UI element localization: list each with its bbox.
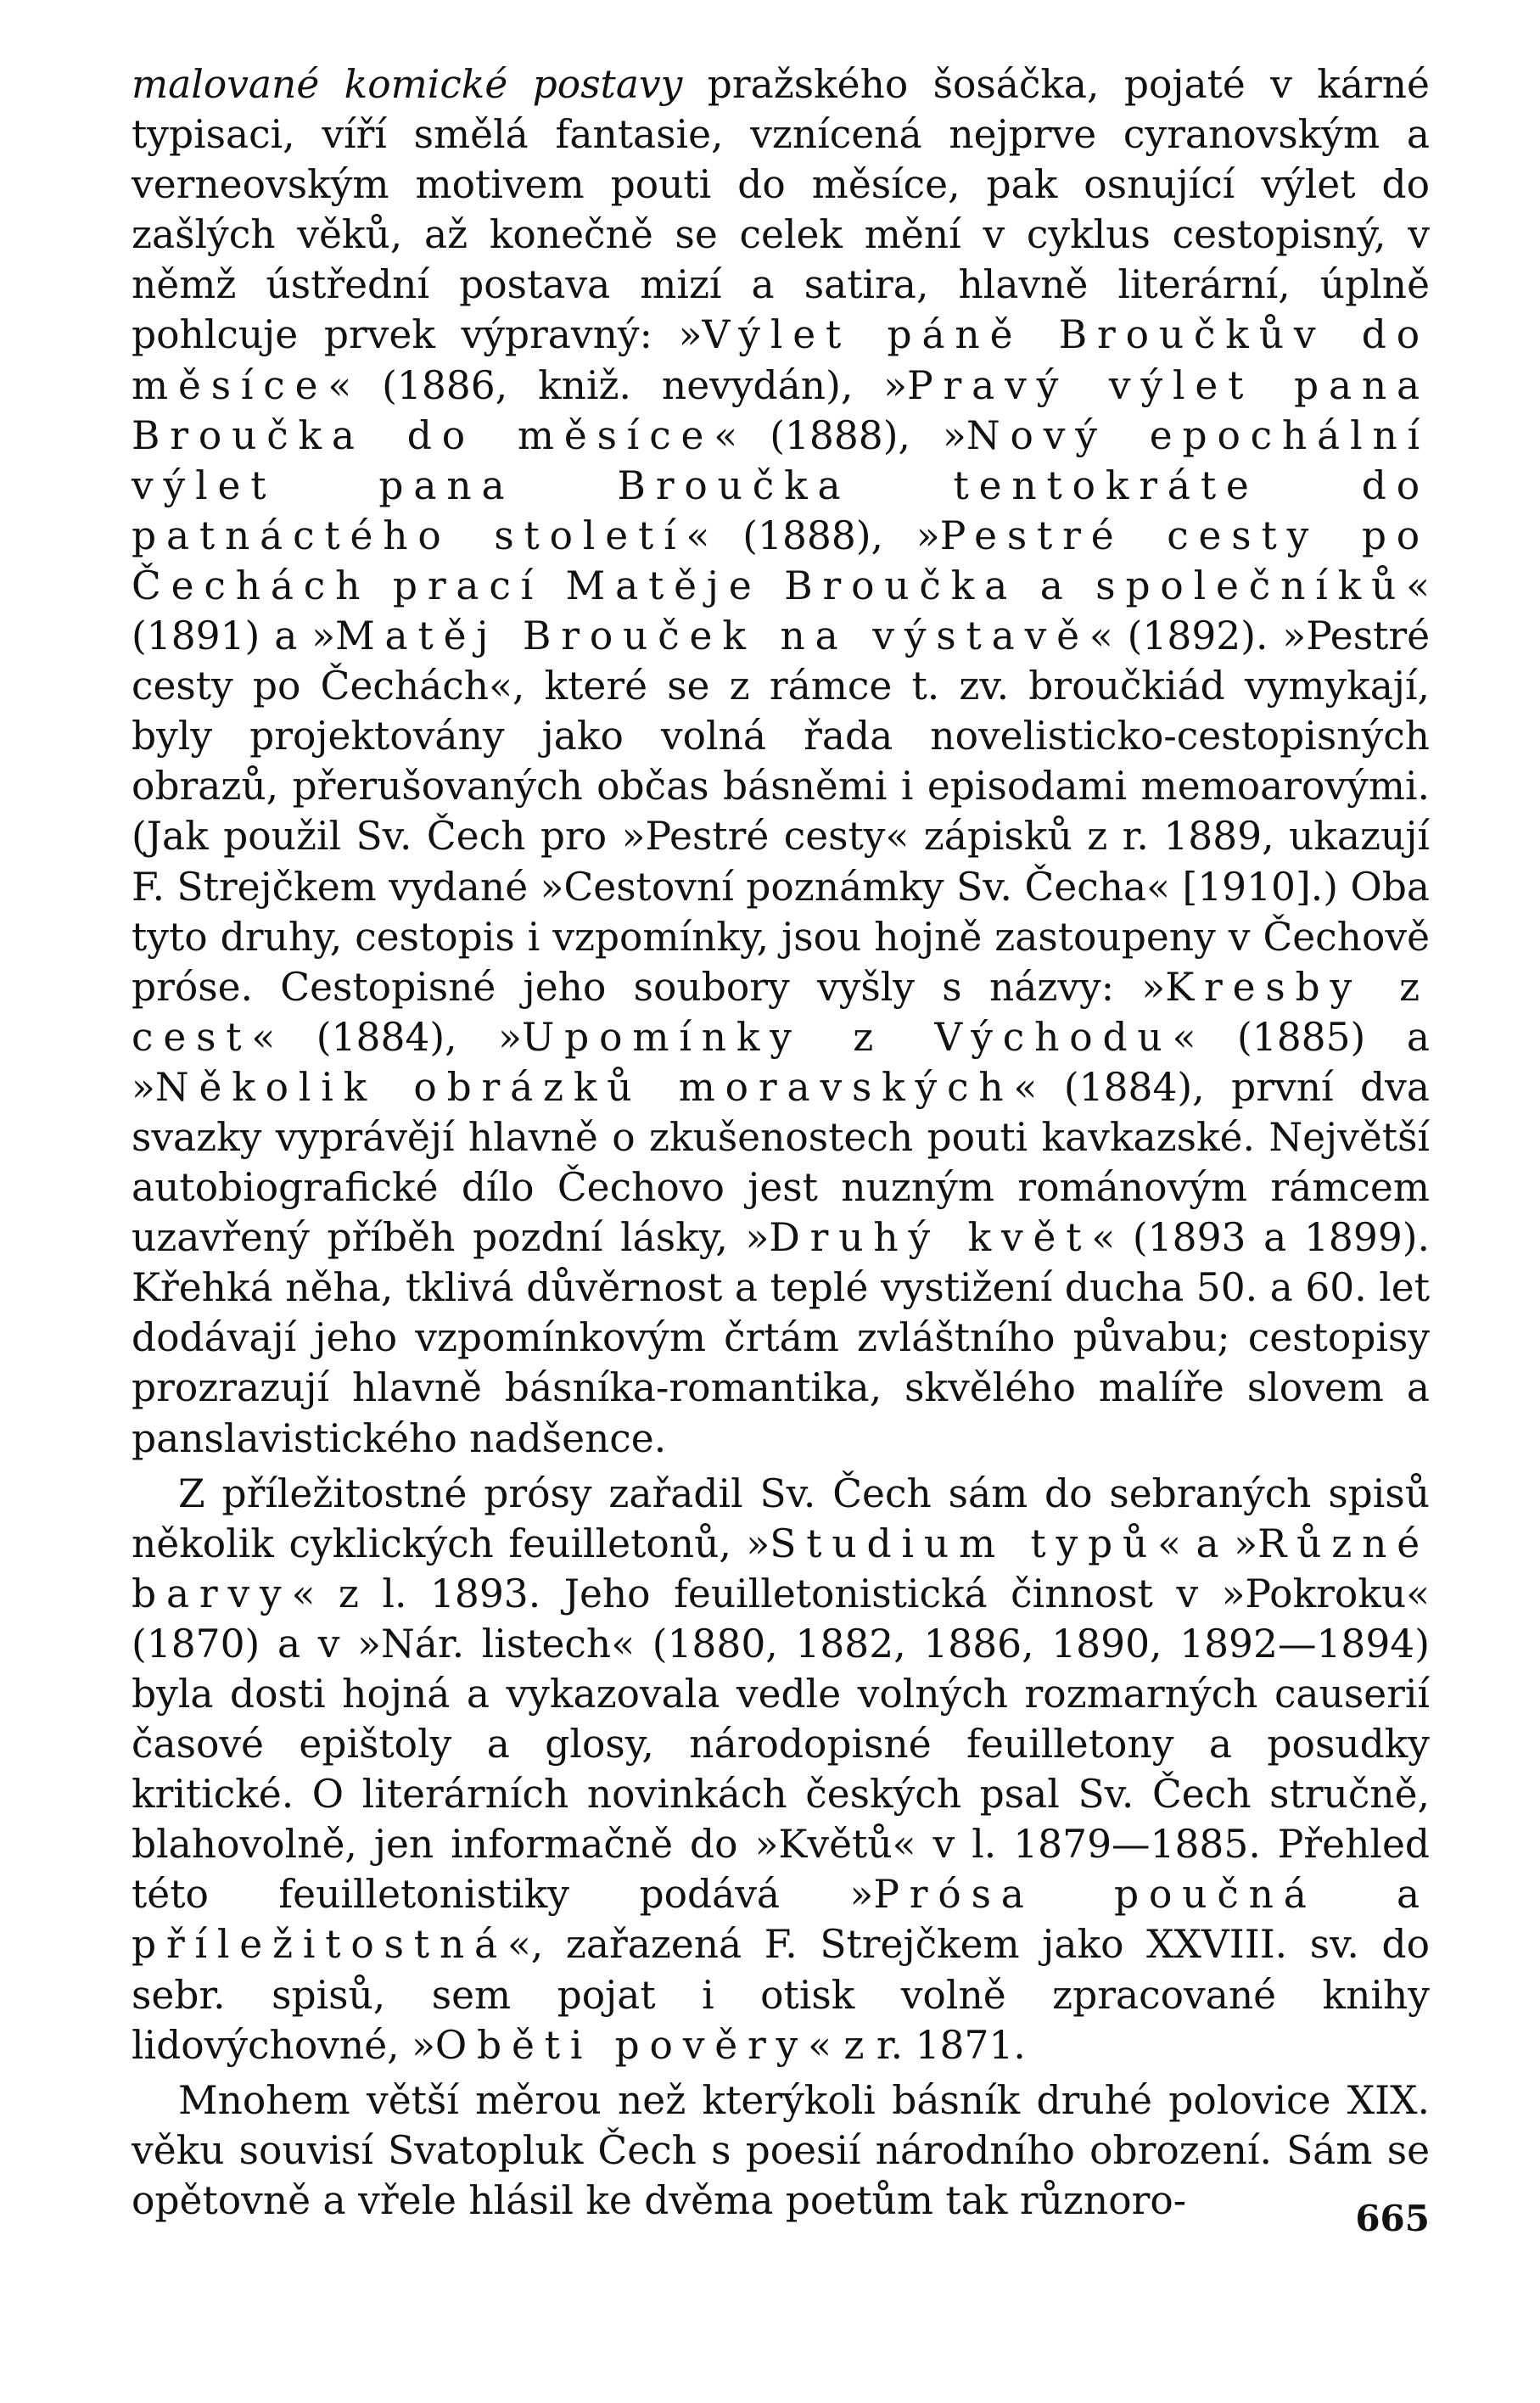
body-text: « (1884), » xyxy=(251,1014,522,1060)
paragraph-2 xyxy=(132,1469,1430,2070)
page-body xyxy=(132,59,1430,2231)
body-text: « (1885) a » xyxy=(132,1014,1430,1110)
spaced-title: Studium typů xyxy=(770,1521,1158,1566)
spaced-title: Prósa poučná a příležitostná xyxy=(132,1872,1430,1968)
spaced-title: Pestré cesty po Čechách prací Matěje Broučka a společníků xyxy=(132,513,1430,608)
body-text: « (1888), » xyxy=(686,513,940,558)
spaced-title: Několik obrázků moravských xyxy=(154,1064,1014,1110)
body-text: « a » xyxy=(1157,1521,1258,1566)
paragraph-1 xyxy=(132,59,1430,1464)
body-text: Mnohem větší měrou než kterýkoli básník druhé polovice XIX. věku souvisí Svatopluk Čech s poesií národního obrození. Sám se opětovně a vřele hlásil ke dvěma poetům tak různoro- xyxy=(132,2077,1430,2223)
body-text: « (1892). »Pestré cesty po Čechách«, které se z rámce t. zv. broučkiád vymykají, byly projektovány jako volná řada novelisticko-cestopisných obrazů, přerušovaných občas básněmi i episodami memoarovými. (Jak použil Sv. Čech pro »Pestré cesty« zápisků z r. 1889, ukazují F. Strejčkem vydané »Cestovní poznámky Sv. Čecha« [1910].) Oba tyto druhy, cestopis i vzpomínky, jsou hojně zastoupeny v Čechově próse. Cestopisné jeho soubory vyšly s názvy: » xyxy=(132,613,1431,1010)
body-text: « z l. 1893. Jeho feuilletonistická činnost v »Pokroku« (1870) a v »Nár. listech« (1880, 1882, 1886, 1890, 1892—1894) byla dosti hojná a vykazovala vedle volných rozmarných causerií časové epištoly a glosy, národopisné feuilletony a posudky kritické. O literárních novinkách českých psal Sv. Čech stručně, blahovolně, jen informačně do »Květů« v l. 1879—1885. Přehled této feuilletonistiky podává » xyxy=(132,1571,1430,1918)
italic-text: malované komické postavy xyxy=(132,62,683,107)
spaced-title: Výlet páně Broučkův do měsíce xyxy=(132,312,1430,408)
body-text: « (1884), první dva svazky vyprávějí hlavně o zkušenostech pouti kavkazské. Největší autobiografické dílo Čechovo jest nuzným románovým rámcem uzavřený příběh pozdní lásky, » xyxy=(132,1064,1430,1261)
body-text: « z r. 1871. xyxy=(808,2022,1026,2068)
spaced-title: Druhý květ xyxy=(769,1215,1092,1261)
spaced-title: Nový epochální výlet pana Broučka tentokráte do patnáctého století xyxy=(132,412,1430,558)
body-text: Z příležitostné prósy zařadil Sv. Čech sám do sebraných spisů několik cyklických feuilletonů, » xyxy=(132,1470,1430,1566)
spaced-title: Upomínky z Východu xyxy=(522,1014,1173,1060)
spaced-title: Různé barvy xyxy=(132,1521,1430,1616)
body-text: « (1886, kniž. nevydán), » xyxy=(328,362,908,408)
spaced-title: Pravý výlet pana Broučka do měsíce xyxy=(132,362,1431,458)
body-text: «, zařazená F. Strejčkem jako XXVIII. sv. do sebr. spisů, sem pojat i otisk volně zpracované knihy lidovýchovné, » xyxy=(132,1922,1430,2068)
spaced-title: Kresby z cest xyxy=(132,964,1430,1060)
page-number: 665 xyxy=(1355,2198,1430,2239)
body-text: pražského šosáčka, pojaté v kárné typisaci, víří smělá fantasie, vznícená nejprve cyranovským a verneovským motivem pouti do měsíce, pak osnující výlet do zašlých věků, až konečně se celek mění v cyklus cestopisný, v němž ústřední postava mizí a satira, hlavně literární, úplně pohlcuje prvek výpravný: » xyxy=(132,62,1430,358)
body-text: « (1891) a » xyxy=(132,563,1430,659)
body-text: « (1893 a 1899). Křehká něha, tklivá důvěrnost a teplé vystižení ducha 50. a 60. let dodávají jeho vzpomínkovým črtám zvláštního půvabu; cestopisy prozrazují hlavně básníka-romantika, skvělého malíře slovem a panslavistického nadšence. xyxy=(132,1215,1430,1461)
spaced-title: Oběti pověry xyxy=(434,2022,809,2068)
paragraph-3 xyxy=(132,2075,1430,2226)
body-text: « (1888), » xyxy=(714,412,966,458)
spaced-title: Matěj Brouček na výstavě xyxy=(335,613,1089,659)
